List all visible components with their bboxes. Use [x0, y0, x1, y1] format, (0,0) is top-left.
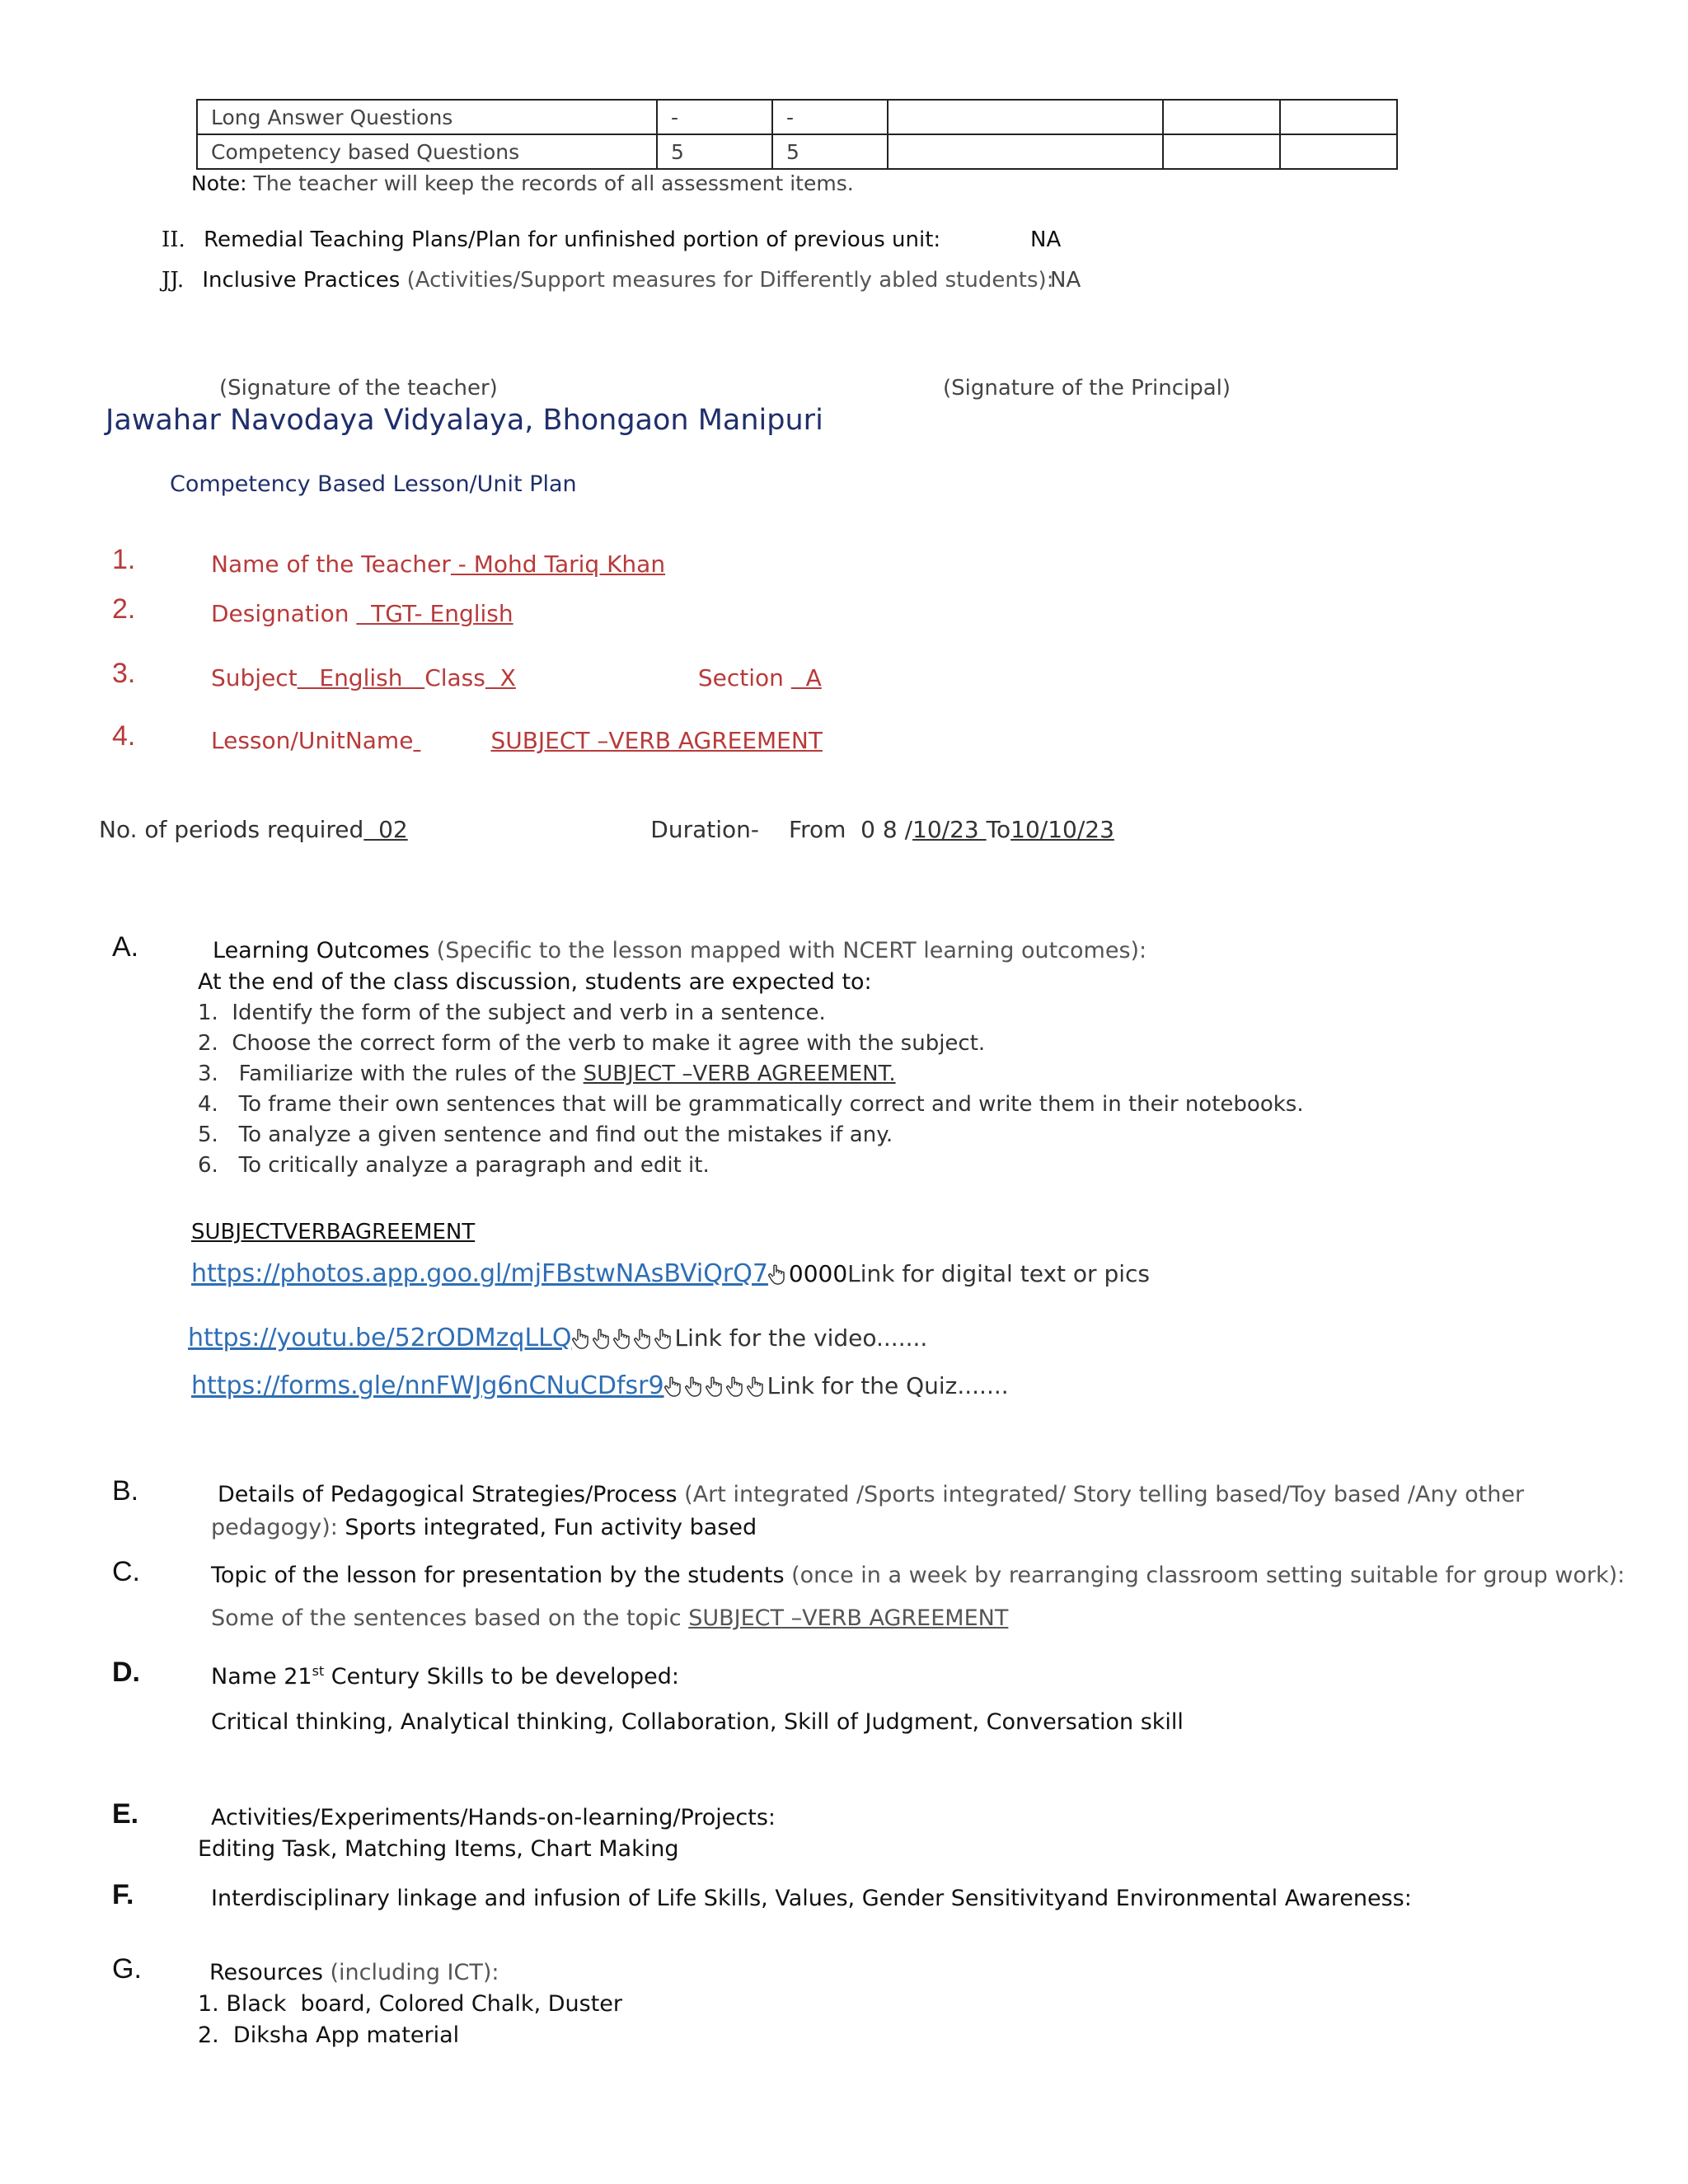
table-cell: - — [772, 100, 888, 134]
section-marker: G. — [112, 1953, 142, 1985]
table-cell — [1280, 100, 1397, 134]
duration-to-value: 10/10/23 — [1010, 816, 1114, 843]
subject-label: Subject — [211, 664, 298, 691]
topic-underlined: SUBJECT –VERB AGREEMENT — [688, 1605, 1009, 1631]
topic-heading — [211, 1563, 1625, 1588]
lesson-name-label: Lesson/UnitName — [211, 727, 414, 754]
pointing-hand-icon — [654, 1329, 673, 1350]
section-marker: II. — [162, 227, 185, 252]
section-marker: C. — [112, 1556, 140, 1587]
subject-value: English — [297, 664, 425, 691]
designation-value: TGT- English — [356, 600, 513, 627]
outcome-item: 5. To analyze a given sentence and find out the mistakes if any. — [198, 1122, 893, 1147]
interdisciplinary-heading: Interdisciplinary linkage and infusion of Life Skills, Values, Gender Sensitivityand Environmental Awareness: — [211, 1886, 1412, 1911]
pedagogy-line-2 — [211, 1515, 757, 1540]
pointing-hand-icon — [613, 1329, 631, 1350]
duration-label: Duration- — [650, 816, 759, 843]
duration-to-label: To — [986, 816, 1011, 843]
resource-item: 2. Diksha App material — [198, 2022, 460, 2048]
quiz-link[interactable]: https://forms.gle/nnFWJg6nCNuCDfsr9 — [191, 1371, 664, 1400]
principal-signature: (Signature of the Principal) — [943, 376, 1231, 401]
section-marker: B. — [112, 1475, 139, 1507]
table-cell: Competency based Questions — [197, 134, 657, 169]
section-detail: (Activities/Support measures for Differently abled students): — [400, 268, 1054, 293]
table-cell: 5 — [657, 134, 772, 169]
teacher-signature: (Signature of the teacher) — [219, 376, 498, 401]
section-jj — [162, 268, 1053, 293]
designation-label: Designation — [211, 600, 357, 627]
outcome-item: 2. Choose the correct form of the verb to make it agree with the subject. — [198, 1031, 986, 1056]
item-number: 2. — [112, 593, 136, 625]
pointing-hand-icon — [634, 1329, 652, 1350]
video-link-line — [188, 1324, 927, 1352]
section-value: A — [790, 664, 822, 691]
table-cell — [888, 100, 1163, 134]
class-value: X — [485, 664, 516, 691]
quiz-link-line — [191, 1371, 1009, 1400]
section-heading: Remedial Teaching Plans/Plan for unfinished portion of previous unit: — [204, 227, 941, 252]
resources-heading — [209, 1960, 499, 1985]
duration-from: From 0 8 / — [789, 816, 913, 843]
pointing-hand-icon — [572, 1329, 590, 1350]
section-detail: (Specific to the lesson mapped with NCERT learning outcomes): — [429, 938, 1147, 963]
pointing-hand-icon — [593, 1329, 611, 1350]
section-marker: D. — [112, 1657, 140, 1688]
note-line — [191, 171, 854, 195]
pointing-hand-icon — [706, 1376, 724, 1398]
pointing-hand-icon — [726, 1376, 744, 1398]
pedagogy-value: Sports integrated, Fun activity based — [337, 1515, 757, 1540]
note-text: The teacher will keep the records of all assessment items. — [246, 171, 854, 195]
photo-link-desc: Link for digital text or pics — [847, 1260, 1150, 1287]
pedagogy-heading — [218, 1482, 1524, 1507]
section-marker: A. — [112, 931, 139, 963]
teacher-name-value: - Mohd Tariq Khan — [450, 551, 666, 578]
lesson-name-value: SUBJECT –VERB AGREEMENT — [490, 727, 823, 754]
video-link-desc: Link for the video....... — [674, 1324, 928, 1352]
pointing-hand-icon — [685, 1376, 703, 1398]
video-link[interactable]: https://youtu.be/52rODMzqLLQ — [188, 1324, 572, 1352]
skills-heading-pre: Name 21 — [211, 1664, 312, 1690]
pointing-hand-icon — [664, 1376, 682, 1398]
teacher-name-line — [211, 551, 665, 578]
school-name: Jawahar Navodaya Vidyalaya, Bhongaon Manipuri — [106, 404, 823, 437]
periods-value: 02 — [363, 816, 408, 843]
skills-value: Critical thinking, Analytical thinking, Collaboration, Skill of Judgment, Conversation skill — [211, 1709, 1184, 1735]
activities-heading: Activities/Experiments/Hands-on-learning/Projects: — [211, 1805, 776, 1830]
section-detail: (including ICT): — [322, 1960, 499, 1985]
skills-heading — [211, 1663, 679, 1690]
section-detail: (Art integrated /Sports integrated/ Story telling based/Toy based /Any other — [677, 1482, 1525, 1507]
photo-link-line — [191, 1259, 1150, 1288]
pointing-hand-icon — [747, 1376, 765, 1398]
periods-label: No. of periods required — [99, 816, 364, 843]
pointing-hand-icon — [768, 1264, 786, 1286]
skills-heading-sup: st — [312, 1663, 325, 1679]
section-heading: Inclusive Practices — [202, 268, 401, 293]
activities-value: Editing Task, Matching Items, Chart Making — [198, 1836, 679, 1862]
duration-from-rest: 10/23 — [912, 816, 987, 843]
table-cell: - — [657, 100, 772, 134]
table-row — [197, 134, 1397, 169]
section-detail: pedagogy): — [211, 1515, 338, 1540]
table-cell — [1280, 134, 1397, 169]
item-number: 4. — [112, 720, 136, 752]
section-ii-value: NA — [1030, 227, 1062, 252]
table-row — [197, 100, 1397, 134]
periods-line — [99, 816, 1114, 843]
teacher-name-label: Name of the Teacher — [211, 551, 451, 578]
links-heading: SUBJECTVERBAGREEMENT — [191, 1220, 476, 1244]
photo-link-suffix: 0000 — [788, 1260, 848, 1287]
photo-link[interactable]: https://photos.app.goo.gl/mjFBstwNAsBViQrQ7 — [191, 1259, 768, 1288]
section-heading: Details of Pedagogical Strategies/Process — [218, 1482, 678, 1507]
subject-class-section-line — [211, 664, 822, 691]
assessment-table — [196, 99, 1398, 170]
section-jj-value: NA — [1050, 268, 1081, 293]
table-cell — [888, 134, 1163, 169]
outcome-underlined: SUBJECT –VERB AGREEMENT. — [583, 1062, 896, 1086]
table-cell — [1163, 134, 1280, 169]
section-marker: E. — [112, 1798, 139, 1830]
outcome-item: 4. To frame their own sentences that will be grammatically correct and write them in their notebooks. — [198, 1092, 1304, 1117]
table-cell: Long Answer Questions — [197, 100, 657, 134]
outcome-item-3 — [198, 1062, 896, 1086]
plan-title: Competency Based Lesson/Unit Plan — [170, 471, 577, 497]
section-heading: Resources — [209, 1960, 323, 1985]
topic-line-2 — [211, 1605, 1008, 1631]
section-heading: Learning Outcomes — [213, 938, 430, 963]
section-marker: JJ. — [162, 268, 185, 293]
table-cell: 5 — [772, 134, 888, 169]
class-label: Class — [424, 664, 485, 691]
learning-outcomes-heading — [213, 938, 1146, 963]
table-cell — [1163, 100, 1280, 134]
lesson-name-spacer — [413, 727, 490, 754]
topic-text: Some of the sentences based on the topic — [211, 1605, 689, 1631]
quiz-link-desc: Link for the Quiz....... — [767, 1372, 1009, 1399]
learning-outcomes-intro: At the end of the class discussion, students are expected to: — [198, 969, 872, 995]
outcome-item: 6. To critically analyze a paragraph and edit it. — [198, 1153, 710, 1178]
section-detail: (once in a week by rearranging classroom setting suitable for group work): — [784, 1563, 1625, 1588]
item-number: 3. — [112, 658, 136, 689]
outcome-text: 3. Familiarize with the rules of the — [198, 1062, 584, 1086]
lesson-name-line — [211, 727, 823, 754]
designation-line — [211, 600, 513, 627]
section-heading: Topic of the lesson for presentation by the students — [211, 1563, 785, 1588]
section-label: Section — [697, 664, 791, 691]
outcome-item: 1. Identify the form of the subject and verb in a sentence. — [198, 1001, 826, 1025]
item-number: 1. — [112, 544, 136, 575]
skills-heading-post: Century Skills to be developed: — [324, 1664, 680, 1690]
section-marker: F. — [112, 1879, 134, 1910]
note-label: Note: — [191, 171, 247, 195]
resource-item: 1. Black board, Colored Chalk, Duster — [198, 1991, 623, 2017]
section-ii — [162, 227, 940, 252]
